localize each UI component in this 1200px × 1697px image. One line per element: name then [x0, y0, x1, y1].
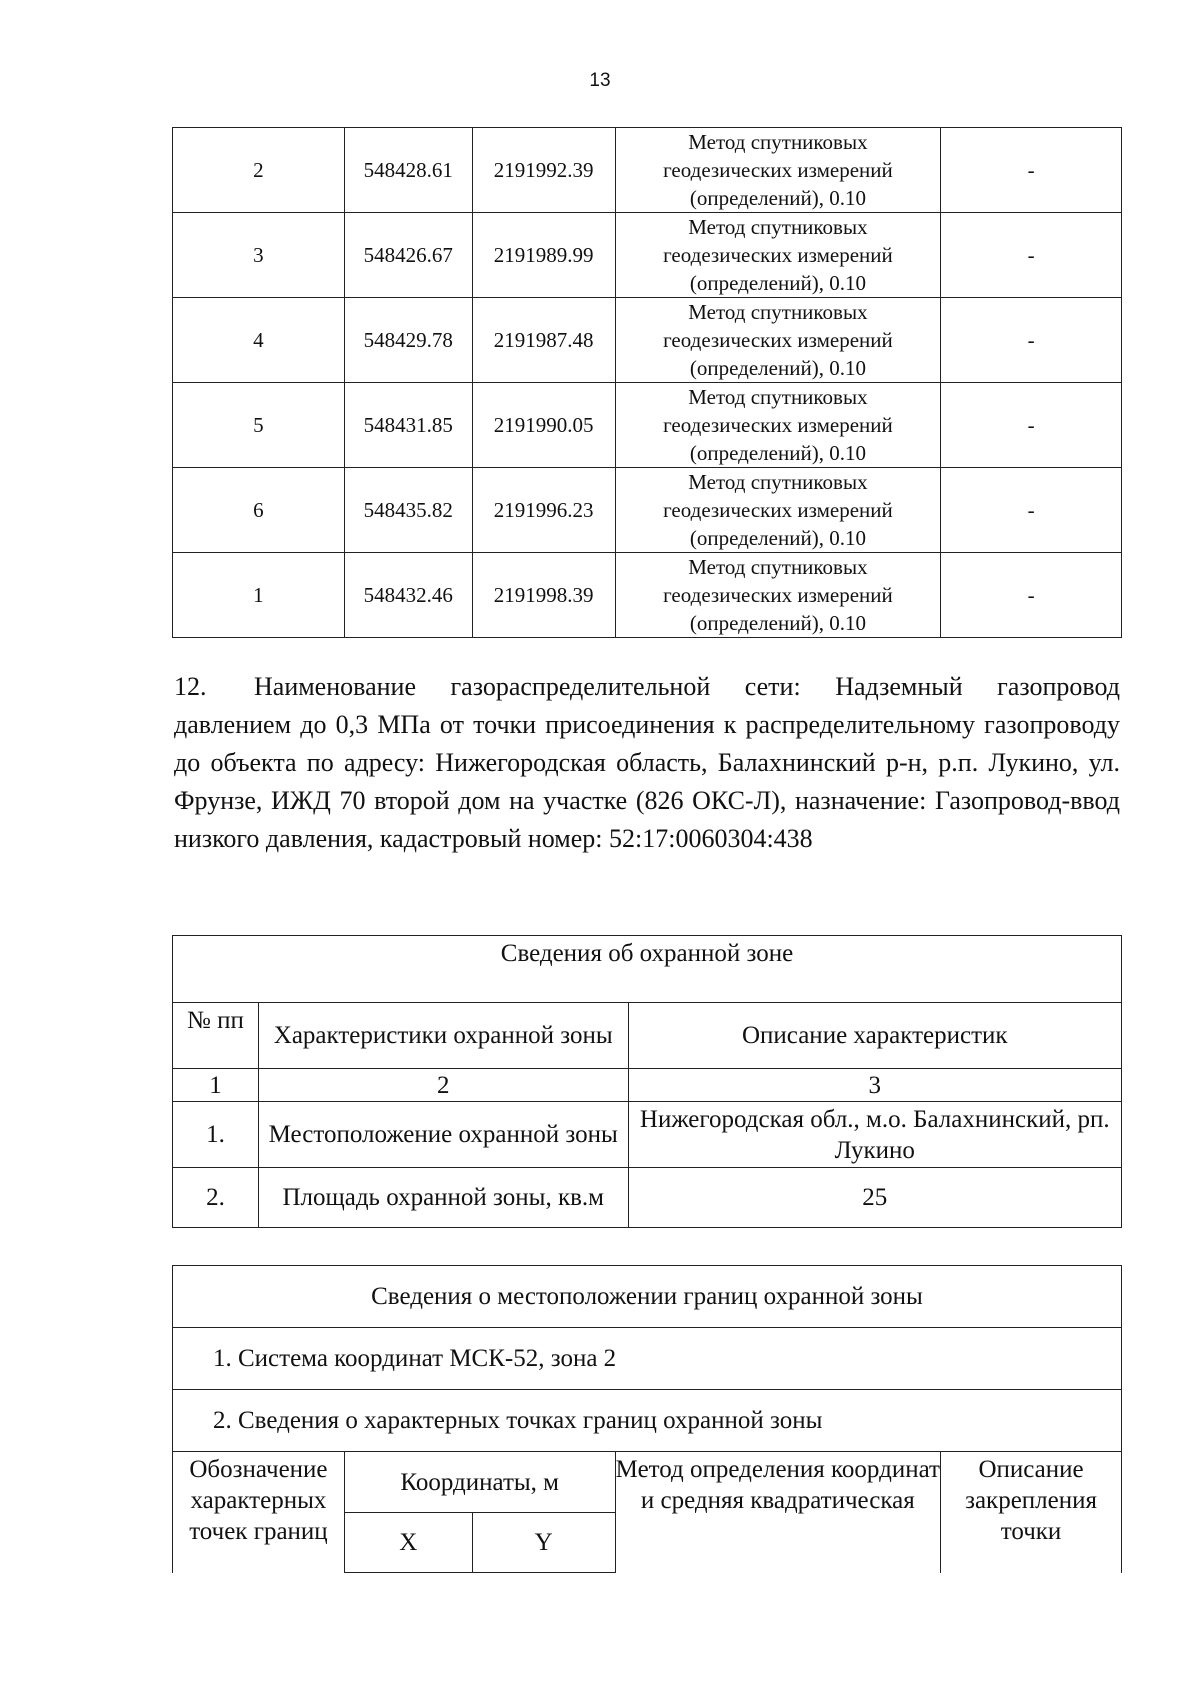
method-line: геодезических измерений: [663, 498, 893, 522]
page-number: 13: [589, 70, 611, 91]
table-row: [173, 553, 1122, 638]
coord-x: 548431.85: [344, 383, 472, 468]
coordinate-system: 1. Система координат МСК-52, зона 2: [173, 1328, 1122, 1390]
point-number: 1: [173, 553, 345, 638]
row-number: 2.: [173, 1168, 259, 1228]
fixing-description: -: [941, 213, 1122, 298]
header-method: Метод определения координат и средняя квадратическая: [615, 1452, 941, 1573]
method-line: (определений), 0.10: [689, 441, 866, 465]
fixing-description: -: [941, 553, 1122, 638]
row-name: Площадь охранной зоны, кв.м: [258, 1168, 628, 1228]
point-number: 3: [173, 213, 345, 298]
protection-zone-table: [172, 935, 1122, 1228]
boundary-points-table: [172, 127, 1122, 638]
coord-y: 2191989.99: [472, 213, 615, 298]
section-12-paragraph: [174, 668, 1120, 858]
table-row: [173, 213, 1122, 298]
coord-y: 2191992.39: [472, 128, 615, 213]
header-fixing-description: Описание закрепления точки: [941, 1452, 1122, 1573]
zone-table-title: Сведения об охранной зоне: [173, 936, 1122, 1003]
coord-x: 548432.46: [344, 553, 472, 638]
method-line: Метод спутниковых: [688, 130, 868, 154]
point-number: 4: [173, 298, 345, 383]
method-line: Метод спутниковых: [688, 215, 868, 239]
method-line: геодезических измерений: [663, 243, 893, 267]
header-characteristics: Характеристики охранной зоны: [258, 1003, 628, 1069]
table-row: [173, 128, 1122, 213]
col-index: 1: [173, 1069, 259, 1102]
col-index: 2: [258, 1069, 628, 1102]
points-info-heading: 2. Сведения о характерных точках границ охранной зоны: [173, 1390, 1122, 1452]
coord-x: 548426.67: [344, 213, 472, 298]
section-text: Наименование газораспределительной сети: Надземный газопровод давлением до 0,3 МПа от точки присоединения к распределительному газопроводу до объекта по адресу: Нижегородская область, Балахнинский р-н, р.п. Лукино, ул. Фрунзе, ИЖД 70 второй дом на участке (826 ОКС-Л), назначение: Газопровод-ввод низкого давления, кадастровый номер: 52:17:0060304:438: [174, 672, 1120, 853]
table-row: [173, 468, 1122, 553]
coord-y: 2191998.39: [472, 553, 615, 638]
coord-x: 548429.78: [344, 298, 472, 383]
coord-y: 2191990.05: [472, 383, 615, 468]
row-name: Местоположение охранной зоны: [258, 1102, 628, 1168]
header-coordinates: Координаты, м: [344, 1452, 615, 1513]
method-line: (определений), 0.10: [689, 186, 866, 210]
method: [615, 128, 941, 213]
row-value: Нижегородская обл., м.о. Балахнинский, рп. Лукино: [628, 1102, 1121, 1168]
method-line: Метод спутниковых: [688, 470, 868, 494]
fixing-description: -: [941, 128, 1122, 213]
method-line: (определений), 0.10: [689, 611, 866, 635]
header-point-designation: Обозначение характерных точек границ: [173, 1452, 345, 1573]
table-row: [173, 1168, 1122, 1228]
row-number: 1.: [173, 1102, 259, 1168]
method: [615, 468, 941, 553]
fixing-description: -: [941, 383, 1122, 468]
col-index: 3: [628, 1069, 1121, 1102]
method: [615, 553, 941, 638]
method: [615, 298, 941, 383]
coord-y: 2191996.23: [472, 468, 615, 553]
header-number: № пп: [173, 1003, 259, 1069]
method-line: Метод спутниковых: [688, 300, 868, 324]
section-number: 12.: [174, 672, 207, 701]
table-row: [173, 383, 1122, 468]
point-number: 2: [173, 128, 345, 213]
method-line: Метод спутниковых: [688, 385, 868, 409]
coord-y: 2191987.48: [472, 298, 615, 383]
method-line: (определений), 0.10: [689, 526, 866, 550]
method-line: геодезических измерений: [663, 413, 893, 437]
method-line: геодезических измерений: [663, 328, 893, 352]
point-number: 6: [173, 468, 345, 553]
table-row: [173, 298, 1122, 383]
header-x: X: [344, 1513, 472, 1573]
point-number: 5: [173, 383, 345, 468]
method: [615, 213, 941, 298]
header-y: Y: [472, 1513, 615, 1573]
method-line: геодезических измерений: [663, 158, 893, 182]
table-row: [173, 1102, 1122, 1168]
method-line: Метод спутниковых: [688, 555, 868, 579]
header-description: Описание характеристик: [628, 1003, 1121, 1069]
method-line: (определений), 0.10: [689, 356, 866, 380]
zone-boundary-location-table: [172, 1265, 1122, 1573]
coord-x: 548428.61: [344, 128, 472, 213]
location-table-title: Сведения о местоположении границ охранной зоны: [173, 1266, 1122, 1328]
method: [615, 383, 941, 468]
fixing-description: -: [941, 468, 1122, 553]
method-line: геодезических измерений: [663, 583, 893, 607]
fixing-description: -: [941, 298, 1122, 383]
row-value: 25: [628, 1168, 1121, 1228]
method-line: (определений), 0.10: [689, 271, 866, 295]
coord-x: 548435.82: [344, 468, 472, 553]
